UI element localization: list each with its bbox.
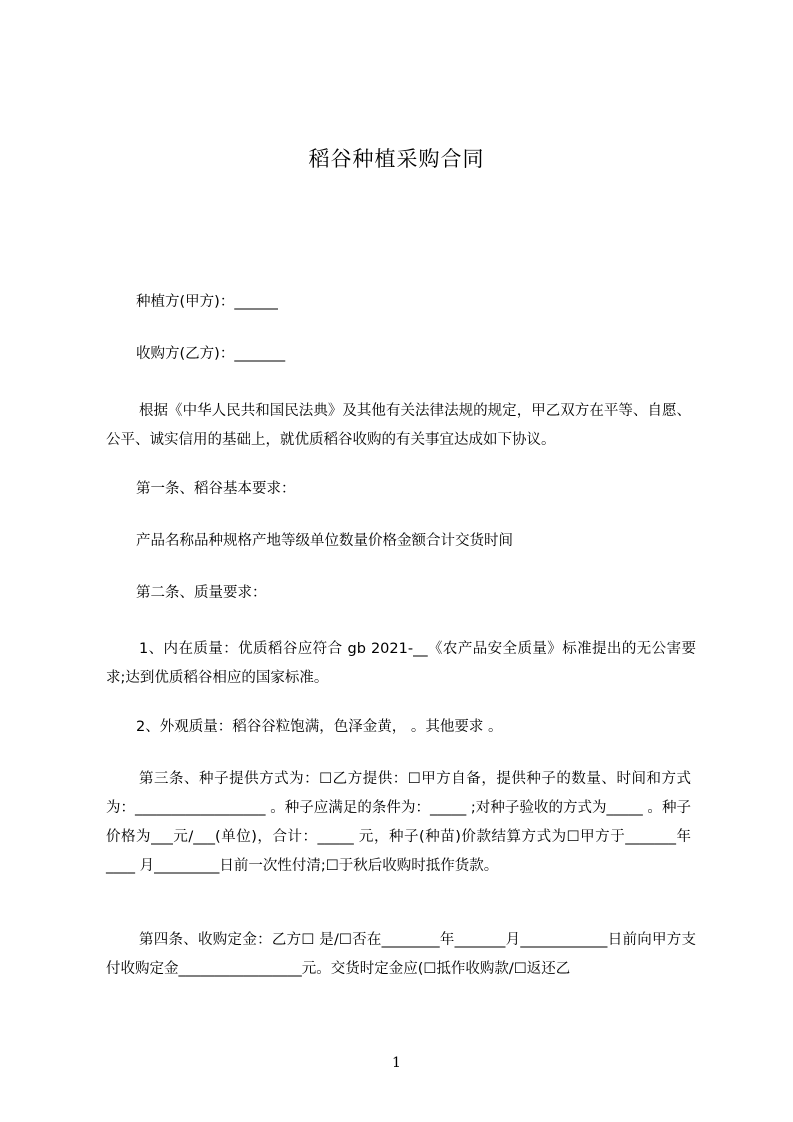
article-3-paragraph: 第三条、种子提供方式为：☐乙方提供：☐甲方自备，提供种子的数量、时间和方式为：__________________ 。种子应满足的条件为：_____ ;对种子验收的方式为_____ 。种子价格为___元/___(单位)，合计：_____ 元，种子(种苗)价款结算方式为☐甲方于_______年____ 月_________日前一次性付清;☐于秋后收购时抵作货款。 bbox=[106, 771, 691, 874]
party-b-line: 收购方(乙方)：_______ bbox=[136, 346, 286, 362]
article-4-paragraph: 第四条、收购定金：乙方☐ 是/☐否在________年_______月____________日前向甲方支付收购定金_________________元。交货时定金应(☐抵作收购款/☐返还乙 bbox=[106, 932, 696, 977]
article-2-item-1: 1、内在质量：优质稻谷应符合 gb 2021-__《农产品安全质量》标准提出的无公害要求;达到优质稻谷相应的国家标准。 bbox=[106, 641, 696, 686]
article-2-item-2: 2、外观质量：稻谷谷粒饱满，色泽金黄， 。其他要求 。 bbox=[136, 719, 503, 735]
party-a-line: 种植方(甲方)：______ bbox=[136, 294, 278, 310]
article-1-heading: 第一条、稻谷基本要求： bbox=[136, 481, 296, 497]
article-2-heading: 第二条、质量要求： bbox=[136, 585, 267, 601]
article-1-table-header: 产品名称品种规格产地等级单位数量价格金额合计交货时间 bbox=[136, 533, 513, 549]
preamble-paragraph: 根据《中华人民共和国民法典》及其他有关法律法规的规定，甲乙双方在平等、自愿、公平、诚实信用的基础上，就优质稻谷收购的有关事宜达成如下协议。 bbox=[106, 403, 691, 448]
page-title: 稻谷种植采购合同 bbox=[308, 147, 485, 171]
page-number: 1 bbox=[392, 1055, 401, 1071]
